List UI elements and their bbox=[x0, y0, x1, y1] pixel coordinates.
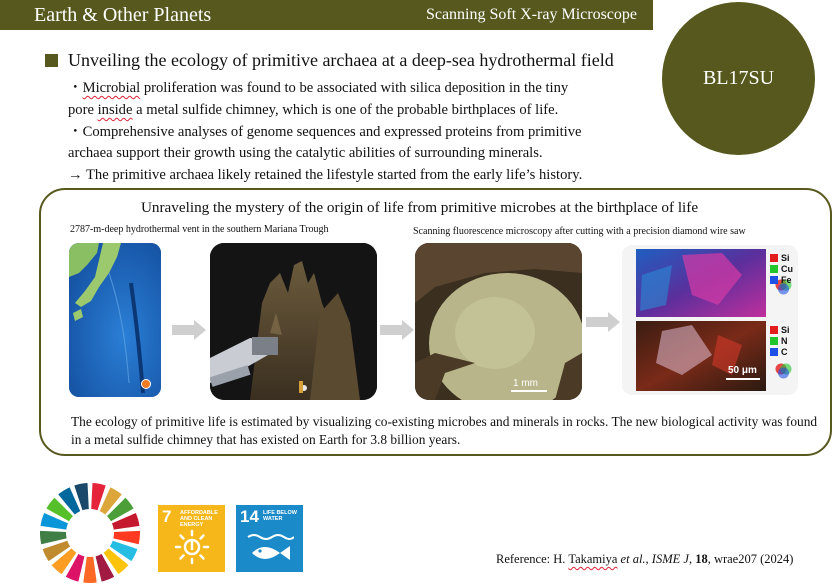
arrow-right-icon bbox=[586, 312, 620, 332]
microscopy-caption: Scanning fluorescence microscopy after cutting with a precision diamond wire saw bbox=[413, 226, 746, 237]
headline: Unveiling the ecology of primitive archaea at a deep-sea hydrothermal field bbox=[68, 50, 614, 70]
sdg-wheel-segment bbox=[83, 557, 96, 583]
sdg-wheel-logo bbox=[38, 481, 142, 585]
figure-caption: The ecology of primitive life is estimated by visualizing co-existing microbes and minerals in rocks. The new biological activity was found in a metal sulfide chimney that has existed on Earth for 3.8 billion years. bbox=[71, 414, 818, 447]
mariana-map-image bbox=[69, 243, 161, 397]
sdg-goal-7-tile: 7 AFFORDABLE AND CLEAN ENERGY bbox=[158, 505, 225, 572]
hydrothermal-vent-photo bbox=[210, 243, 377, 400]
fish-water-icon bbox=[246, 533, 294, 567]
scale-bar-50um: 50 μm bbox=[728, 365, 757, 376]
sdg-goal-14-tile: 14 LIFE BELOW WATER bbox=[236, 505, 303, 572]
legend-bottom: Si N C bbox=[770, 325, 790, 358]
point-2-line-1: ・Comprehensive analyses of genome sequences and expressed proteins from primitive bbox=[68, 123, 582, 140]
sun-power-icon bbox=[174, 529, 210, 565]
fluorescence-map-panel bbox=[622, 245, 798, 395]
reference: Reference: H. Takamiya et al., ISME J, 18, wrae207 (2024) bbox=[496, 552, 794, 566]
arrow-right-icon bbox=[172, 320, 206, 340]
sdg-wheel-segment bbox=[113, 531, 140, 544]
technique-title: Scanning Soft X-ray Microscope bbox=[425, 6, 637, 23]
beamline-label: BL17SU bbox=[702, 67, 775, 89]
summary-points bbox=[68, 78, 668, 187]
chimney-cross-section-photo bbox=[415, 243, 582, 400]
point-1-line-2: pore inside a metal sulfide chimney, which is one of the probable birthplaces of life. bbox=[68, 101, 559, 118]
point-3: → The primitive archaea likely retained the lifestyle started from the early life’s history. bbox=[68, 167, 583, 184]
category-title: Earth & Other Planets bbox=[34, 4, 212, 26]
sdg-wheel-segment bbox=[40, 531, 67, 544]
point-2-line-2: archaea support their growth using the catalytic abilities of surrounding minerals. bbox=[68, 145, 543, 162]
header-bar bbox=[0, 0, 653, 30]
scale-bar-1mm: 1 mm bbox=[513, 378, 538, 389]
headline-bullet-icon bbox=[45, 54, 58, 67]
point-1-line-1: ・Microbial proliferation was found to be associated with silica deposition in the tiny bbox=[68, 80, 569, 96]
beamline-badge bbox=[662, 2, 815, 155]
legend-top: Si Cu Fe bbox=[770, 253, 793, 286]
arrow-right-icon bbox=[380, 320, 414, 340]
figure-title: Unraveling the mystery of the origin of life from primitive microbes at the birthplace of life bbox=[140, 199, 699, 216]
vent-caption: 2787-m-deep hydrothermal vent in the southern Mariana Trough bbox=[70, 224, 329, 235]
